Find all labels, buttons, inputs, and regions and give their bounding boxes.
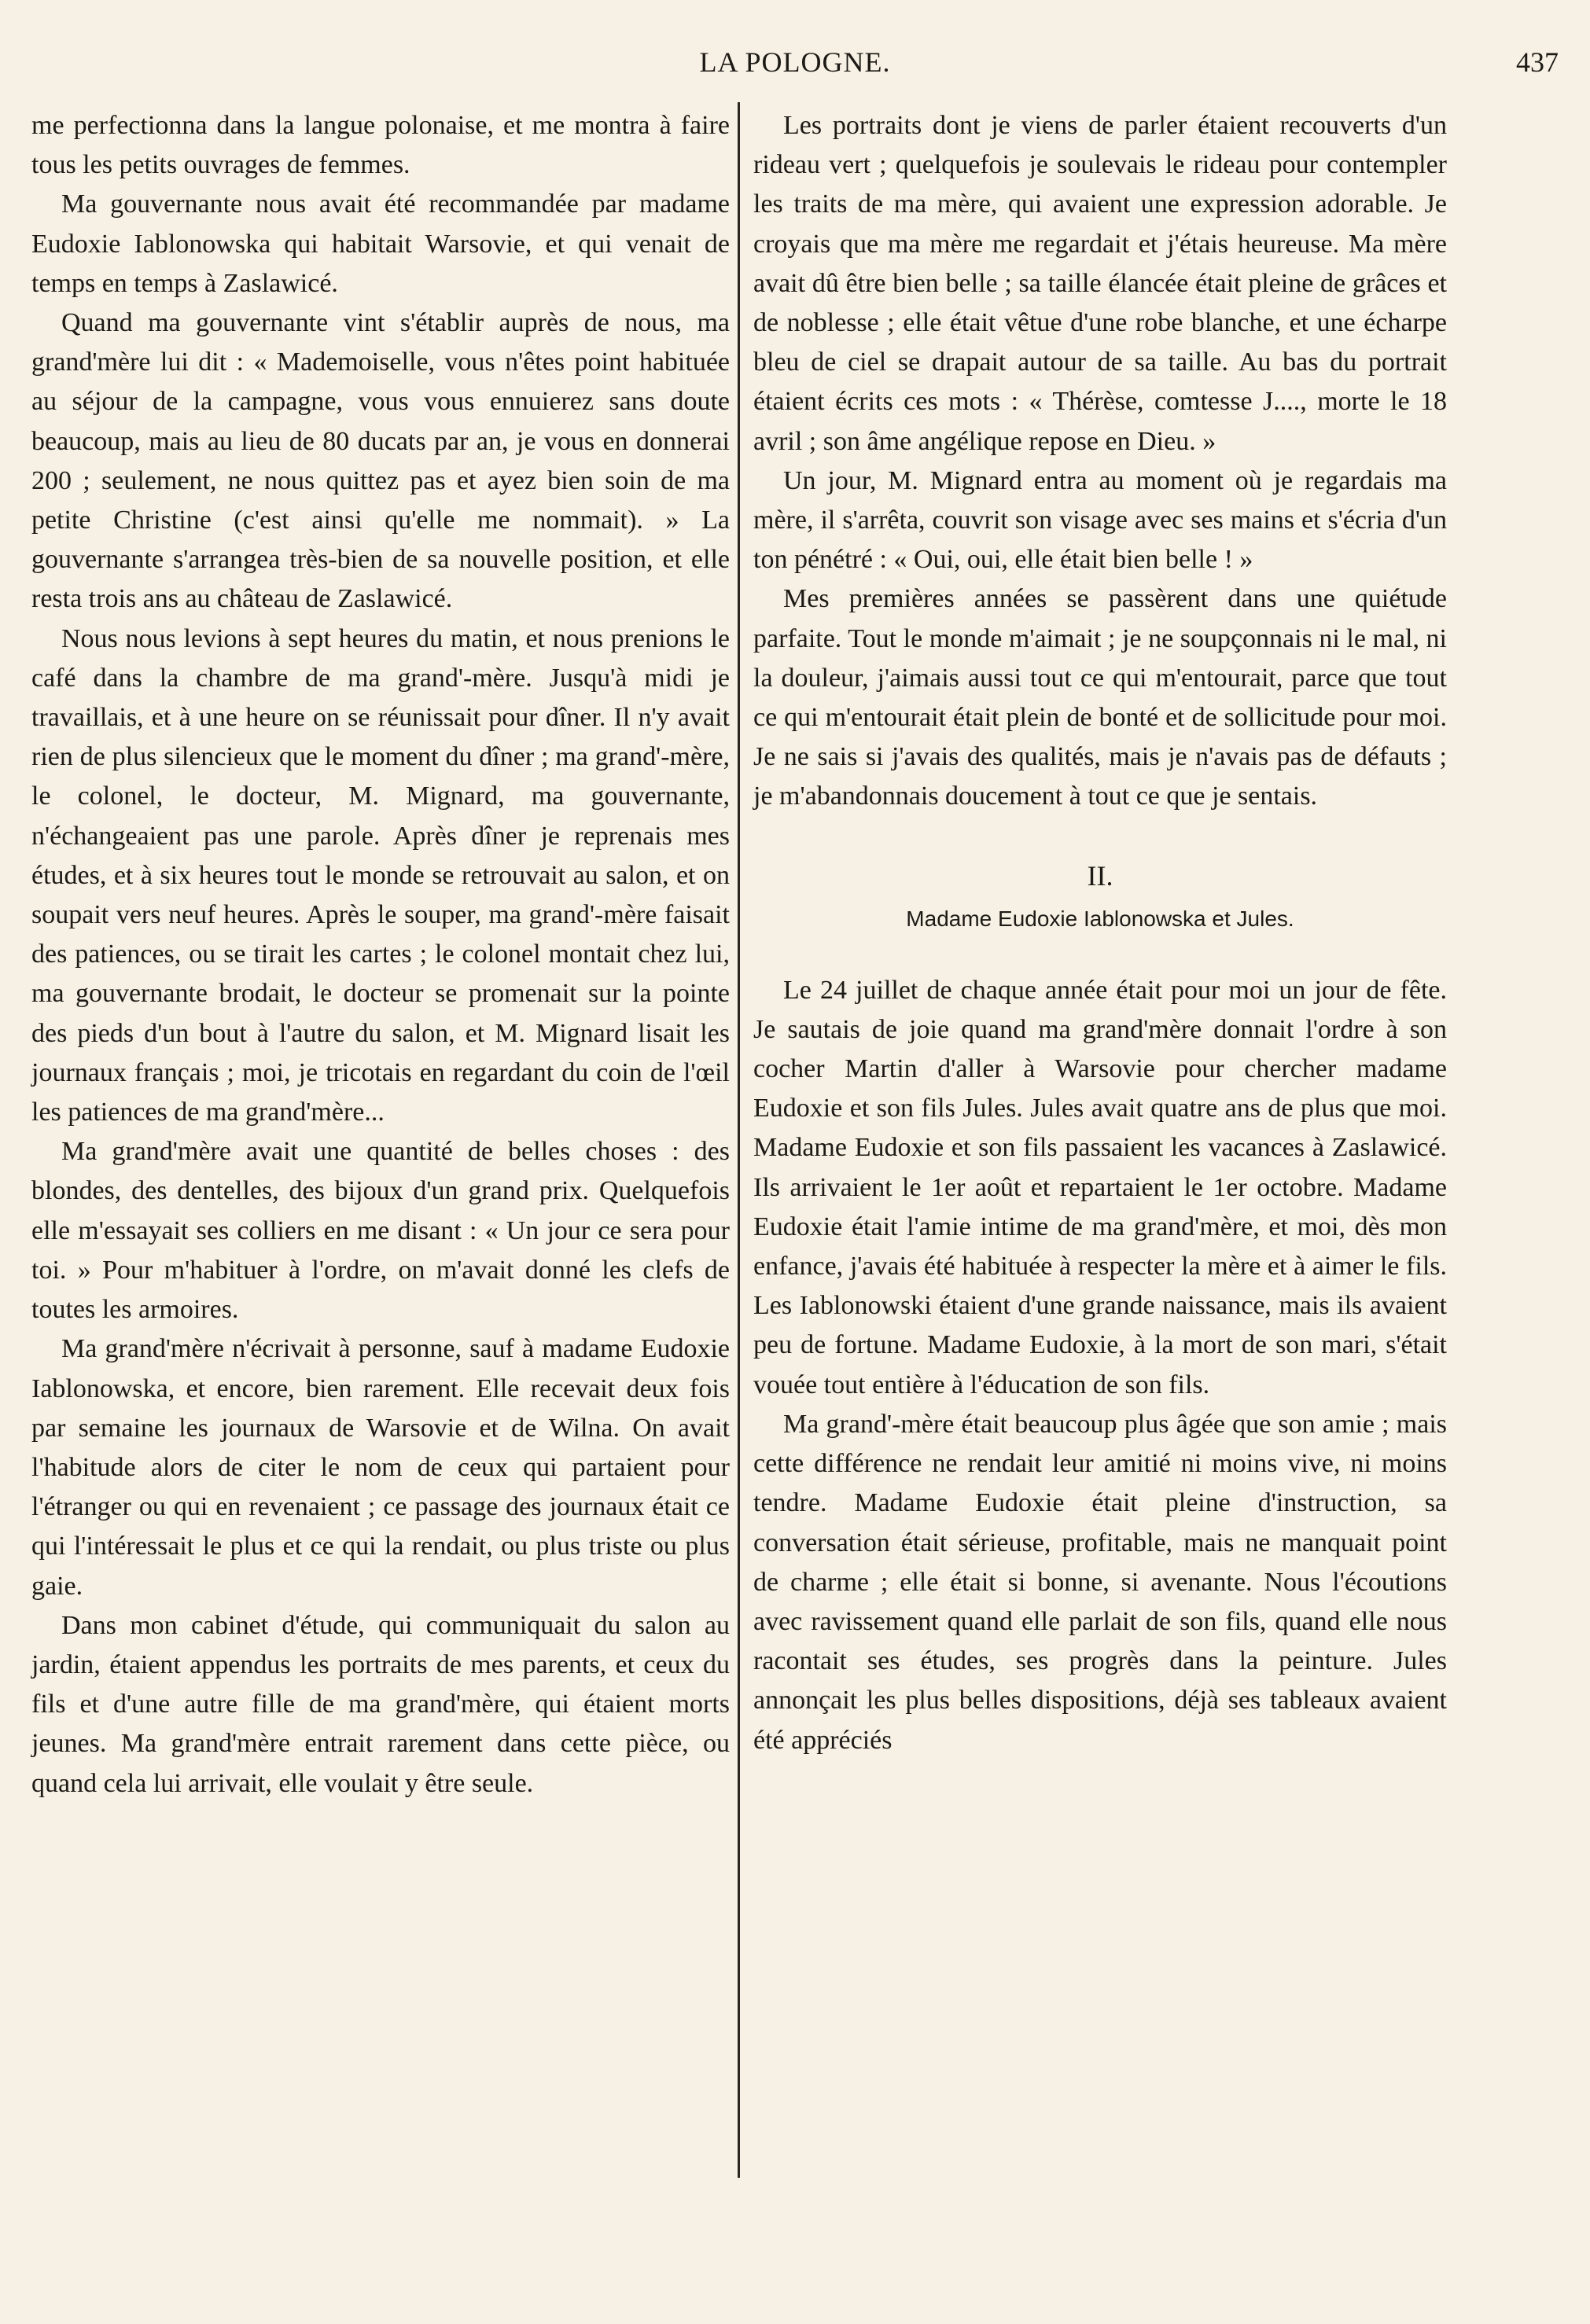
chapter-title: Madame Eudoxie Iablonowska et Jules. — [906, 906, 1294, 931]
running-title: LA POLOGNE. — [699, 46, 891, 78]
paragraph: Ma grand'mère n'écrivait à personne, sauf à madame Eudoxie Iablonowska, et encore, bien rarement. Elle recevait deux fois par semaine les journaux de Warsovie et de Wilna. On avait l'habitude alors de citer le nom de ceux qui partaient pour l'étranger ou qui en revenaient ; ce passage des journaux était ce qui l'intéressait le plus et ce qui la rendait, ou plus triste ou plus gaie. — [31, 1334, 730, 1601]
paragraph: Les portraits dont je viens de parler étaient recouverts d'un rideau vert ; quelquefois je soulevais le rideau pour contempler les traits de ma mère, qui avaient une expression adorable. Je croyais que ma mère me regardait et j'étais heureuse. Ma mère avait dû être bien belle ; sa taille élancée était pleine de grâces et de noblesse ; elle était vêtue d'une robe blanche, et une écharpe bleu de ciel se drapait autour de sa taille. Au bas du portrait étaient écrits ces mots : « Thérèse, comtesse J...., morte le 18 avril ; son âme angélique repose en Dieu. » — [753, 111, 1447, 456]
right-column — [753, 106, 1447, 1760]
chapter-number: II. — [1087, 859, 1113, 892]
paragraph: me perfectionna dans la langue polonaise, et me montra à faire tous les petits ouvrages de femmes. — [31, 111, 730, 180]
paragraph: Ma grand'mère avait une quantité de belles choses : des blondes, des dentelles, des bijoux d'un grand prix. Quelquefois elle m'essayait ses colliers en me disant : « Un jour ce sera pour toi. » Pour m'habituer à l'ordre, on m'avait donné les clefs de toutes les armoires. — [31, 1137, 730, 1325]
page-header — [31, 46, 1559, 85]
paragraph: Quand ma gouvernante vint s'établir auprès de nous, ma grand'mère lui dit : « Mademoiselle, vous n'êtes point habituée au séjour de la campagne, vous vous ennuierez sans doute beaucoup, mais au lieu de 80 ducats par an, je vous en donnerai 200 ; seulement, ne nous quittez pas et ayez bien soin de ma petite Christine (c'est ainsi qu'elle me nommait). » La gouvernante s'arrangea très-bien de sa nouvelle position, et elle resta trois ans au château de Zaslawicé. — [31, 308, 730, 614]
paragraph: Un jour, M. Mignard entra au moment où je regardais ma mère, il s'arrêta, couvrit son visage avec ses mains et s'écria d'un ton pénétré : « Oui, oui, elle était bien belle ! » — [753, 465, 1447, 575]
paragraph: Le 24 juillet de chaque année était pour moi un jour de fête. Je sautais de joie quand ma grand'mère donnait l'ordre à son cocher Martin d'aller à Warsovie pour chercher madame Eudoxie et son fils Jules. Jules avait quatre ans de plus que moi. Madame Eudoxie et son fils passaient les vacances à Zaslawicé. Ils arrivaient le 1er août et repartaient le 1er octobre. Madame Eudoxie était l'amie intime de ma grand'mère, et moi, dès mon enfance, j'avais été habituée à respecter la mère et à aimer le fils. Les Iablonowski étaient d'une grande naissance, mais ils avaient peu de fortune. Madame Eudoxie, à la mort de son mari, s'était vouée tout entière à l'éducation de son fils. — [753, 975, 1447, 1399]
paragraph: Ma gouvernante nous avait été recommandée par madame Eudoxie Iablonowska qui habitait Warsovie, et qui venait de temps en temps à Zaslawicé. — [31, 189, 730, 298]
paragraph: Mes premières années se passèrent dans une quiétude parfaite. Tout le monde m'aimait ; je ne soupçonnais ni le mal, ni la douleur, j'aimais aussi tout ce qui m'entourait, parce que tout ce qui m'entourait était plein de bonté et de sollicitude pour moi. Je ne sais si j'avais des qualités, mais je n'avais pas de défauts ; je m'abandonnais doucement à tout ce que je sentais. — [753, 584, 1447, 811]
paragraph: Nous nous levions à sept heures du matin, et nous prenions le café dans la chambre de ma grand'-mère. Jusqu'à midi je travaillais, et à une heure on se réunissait pour dîner. Il n'y avait rien de plus silencieux que le moment du dîner ; ma grand'-mère, le colonel, le docteur, M. Mignard, ma gouvernante, n'échangeaient pas une parole. Après dîner je reprenais mes études, et à six heures tout le monde se retrouvait au salon, et on soupait vers neuf heures. Après le souper, ma grand'-mère faisait des patiences, ou se tirait les cartes ; le colonel montait chez lui, ma gouvernante brodait, le docteur se promenait sur la pointe des pieds d'un bout à l'autre du salon, et M. Mignard lisait les journaux français ; moi, je tricotais en regardant du coin de l'œil les patiences de ma grand'mère... — [31, 623, 730, 1127]
page-number: 437 — [1516, 46, 1559, 78]
column-divider — [738, 102, 740, 2178]
paragraph: Dans mon cabinet d'étude, qui communiquait du salon au jardin, étaient appendus les portraits de mes parents, et ceux du fils et d'une autre fille de ma grand'mère, qui étaient morts jeunes. Ma grand'mère entrait rarement dans cette pièce, ou quand cela lui arrivait, elle voulait y être seule. — [31, 1610, 730, 1798]
left-column — [31, 106, 730, 1804]
paragraph: Ma grand'-mère était beaucoup plus âgée que son amie ; mais cette différence ne rendait leur amitié ni moins vive, ni moins tendre. Madame Eudoxie était pleine d'instruction, sa conversation était sérieuse, profitable, mais ne manquait point de charme ; elle était si bonne, si avenante. Nous l'écoutions avec ravissement quand elle parlait de son fils, quand elle nous racontait ses études, ses progrès dans la peinture. Jules annonçait les plus belles dispositions, déjà ses tableaux avaient été appréciés — [753, 1409, 1447, 1755]
